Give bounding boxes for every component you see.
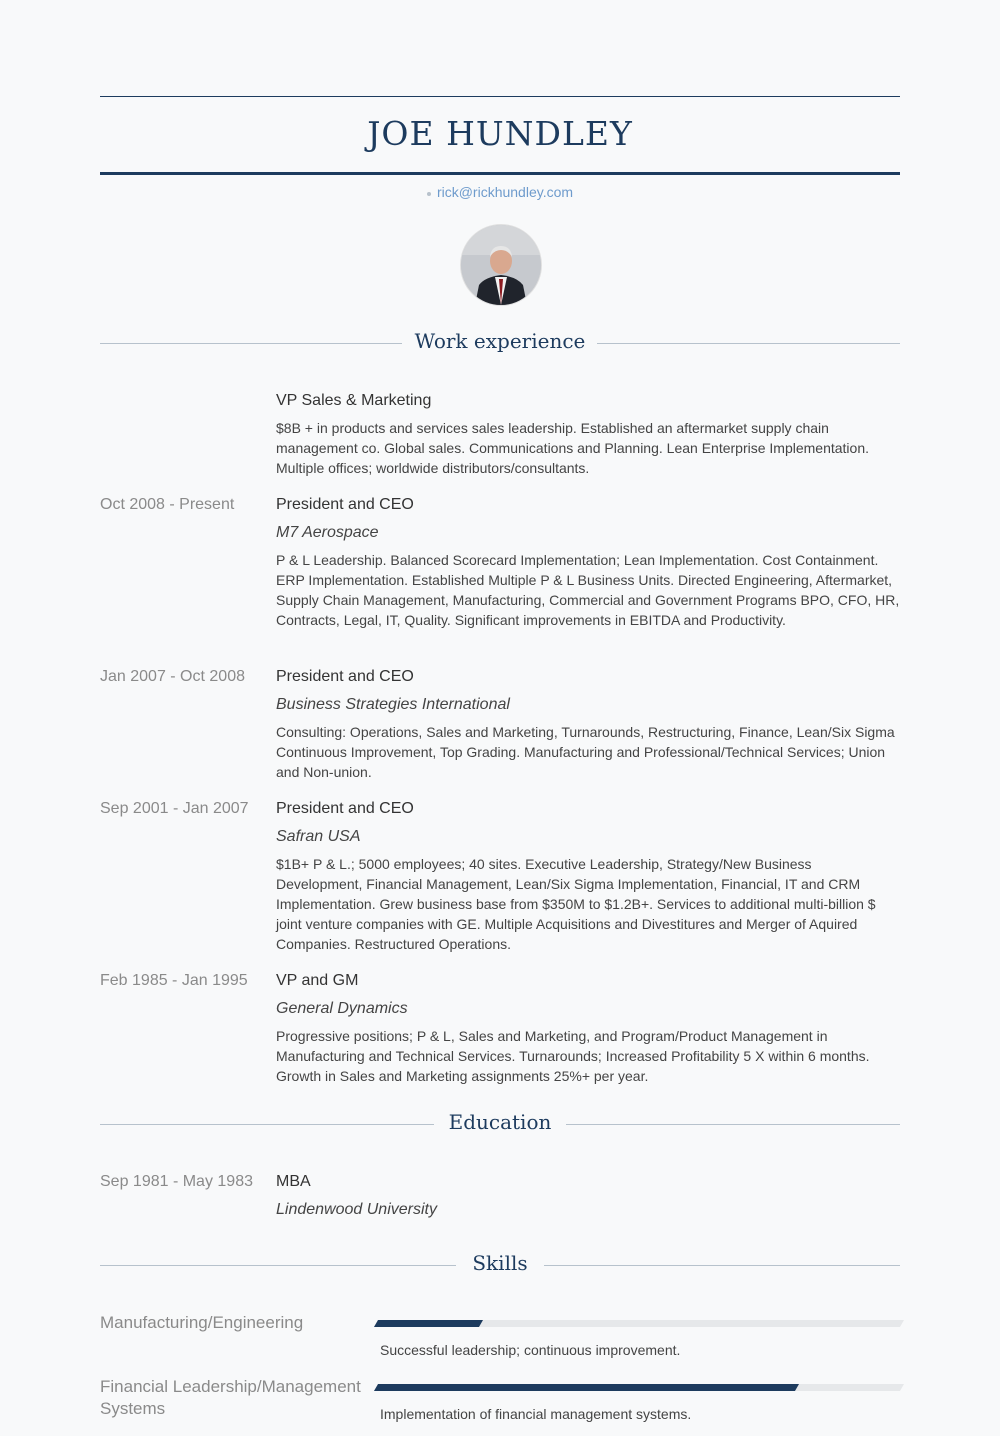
job-title: VP Sales & Marketing [276,392,432,409]
section-work-heading [100,326,900,356]
skill-item [100,1312,902,1362]
skill-description: Implementation of financial management systems. [380,1406,692,1422]
email-link[interactable]: rick@rickhundley.com [436,184,574,200]
job-title: President and CEO [276,668,414,685]
education-entry [100,1171,900,1231]
work-entry [100,798,900,958]
job-description: $1B+ P & L.; 5000 employees; 40 sites. Executive Leadership, Strategy/New Business Development, Financial Management, Lean/Six Sigma Implementation, Financial, IT and CRM Implementation. Grew business base from $350M to $1.2B+. Services to additional multi-billion $ joint venture companies with GE. Multiple Acquisitions and Divestitures and Merger of Aquired Companies. Restructured Operations. [276,856,876,952]
education-dates: Sep 1981 - May 1983 [100,1173,253,1190]
avatar [460,224,542,306]
skill-level-bar [374,1320,904,1327]
job-dates: Sep 2001 - Jan 2007 [100,800,249,817]
job-dates: Feb 1985 - Jan 1995 [100,972,248,989]
job-title: President and CEO [276,800,414,817]
candidate-name: JOE HUNDLEY [367,114,633,153]
job-description: Progressive positions; P & L, Sales and Marketing, and Program/Product Management in Manufacturing and Technical Services. Turnarounds; Increased Profitability 5 X within 6 months. Growth in Sales and Marketing assignments 25%+ per year. [276,1028,870,1084]
job-title: VP and GM [276,972,359,989]
company-name: M7 Aerospace [276,524,379,541]
job-description: $8B + in products and services sales leadership. Established an aftermarket supply chain management co. Global sales. Communications and Planning. Lean Enterprise Implementation. Multiple offices; worldwide distributors/consultants. [276,420,869,476]
section-skills-heading [100,1248,900,1278]
company-name: General Dynamics [276,1000,408,1017]
name-rule [100,172,900,175]
bullet-icon [427,192,431,196]
skill-name: Manufacturing/Engineering [100,1313,304,1332]
section-education-heading [100,1107,900,1137]
work-entry [100,970,900,1090]
skill-level-bar [374,1384,904,1391]
work-entry [100,494,900,654]
profile-photo [461,225,541,305]
skill-level-fill [374,1320,483,1327]
contact-line [0,182,1000,202]
work-entry [100,666,900,786]
section-title: Education [448,1110,552,1134]
degree: MBA [276,1173,311,1190]
section-title: Work experience [414,329,586,353]
school-name: Lindenwood University [276,1201,437,1218]
job-title: President and CEO [276,496,414,513]
company-name: Safran USA [276,828,361,845]
skill-description: Successful leadership; continuous improvement. [380,1342,681,1358]
top-rule [100,96,900,97]
job-dates: Oct 2008 - Present [100,496,235,513]
skill-level-fill [374,1384,799,1391]
section-title: Skills [472,1251,528,1275]
skill-name: Financial Leadership/Management Systems [100,1377,361,1418]
work-entry [100,390,900,480]
job-description: P & L Leadership. Balanced Scorecard Implementation; Lean Implementation. Cost Containment. ERP Implementation. Established Multiple P & L Business Units. Directed Engineering, Aftermarket, Supply Chain Management, Manufacturing, Commercial and Government Programs BPO, CFO, HR, Contracts, Legal, IT, Quality. Significant improvements in EBITDA and Productivity. [276,552,900,628]
company-name: Business Strategies International [276,696,510,713]
job-dates: Jan 2007 - Oct 2008 [100,668,245,685]
job-description: Consulting: Operations, Sales and Marketing, Turnarounds, Restructuring, Finance, Lean/Six Sigma Continuous Improvement, Top Grading. Manufacturing and Professional/Technical Services; Union and Non-union. [276,724,895,780]
skill-item [100,1376,902,1436]
